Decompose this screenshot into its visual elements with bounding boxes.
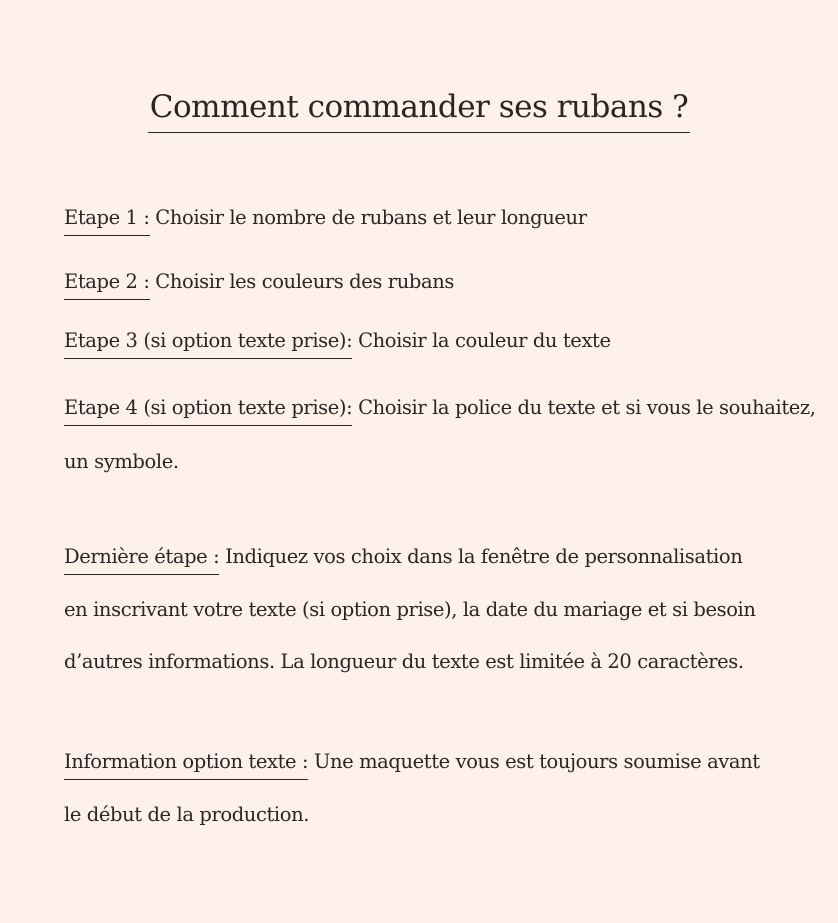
step-2-label: Etape 2 : <box>64 268 150 300</box>
step-3-text: Choisir la couleur du texte <box>352 329 611 352</box>
info-text: Une maquette vous est toujours soumise avant <box>308 750 760 773</box>
step-2 <box>64 268 454 300</box>
step-4-continuation-text: un symbole. <box>64 450 179 473</box>
step-1-text: Choisir le nombre de rubans et leur longueur <box>149 206 587 229</box>
step-4 <box>64 394 816 426</box>
step-1-label: Etape 1 : <box>64 204 150 236</box>
step-3 <box>64 327 611 359</box>
step-3-label: Etape 3 (si option texte prise): <box>64 327 352 359</box>
last-step-text: Indiquez vos choix dans la fenêtre de personnalisation <box>219 545 743 568</box>
last-step-line-2 <box>64 596 756 624</box>
step-1 <box>64 204 587 236</box>
last-step-line-3 <box>64 648 744 676</box>
step-2-text: Choisir les couleurs des rubans <box>149 270 454 293</box>
info-label: Information option texte : <box>64 748 308 780</box>
step-4-continuation <box>64 448 179 476</box>
last-step-line-3-text: d’autres informations. La longueur du texte est limitée à 20 caractères. <box>64 650 744 673</box>
step-4-label: Etape 4 (si option texte prise): <box>64 394 352 426</box>
last-step <box>64 543 742 575</box>
info-option-texte <box>64 748 760 780</box>
last-step-line-2-text: en inscrivant votre texte (si option prise), la date du mariage et si besoin <box>64 598 756 621</box>
page-title <box>0 88 838 133</box>
page-title-text: Comment commander ses rubans ? <box>148 88 690 133</box>
last-step-label: Dernière étape : <box>64 543 219 575</box>
step-4-text: Choisir la police du texte et si vous le souhaitez, <box>352 396 816 419</box>
info-line-2-text: le début de la production. <box>64 803 310 826</box>
info-line-2 <box>64 801 309 829</box>
